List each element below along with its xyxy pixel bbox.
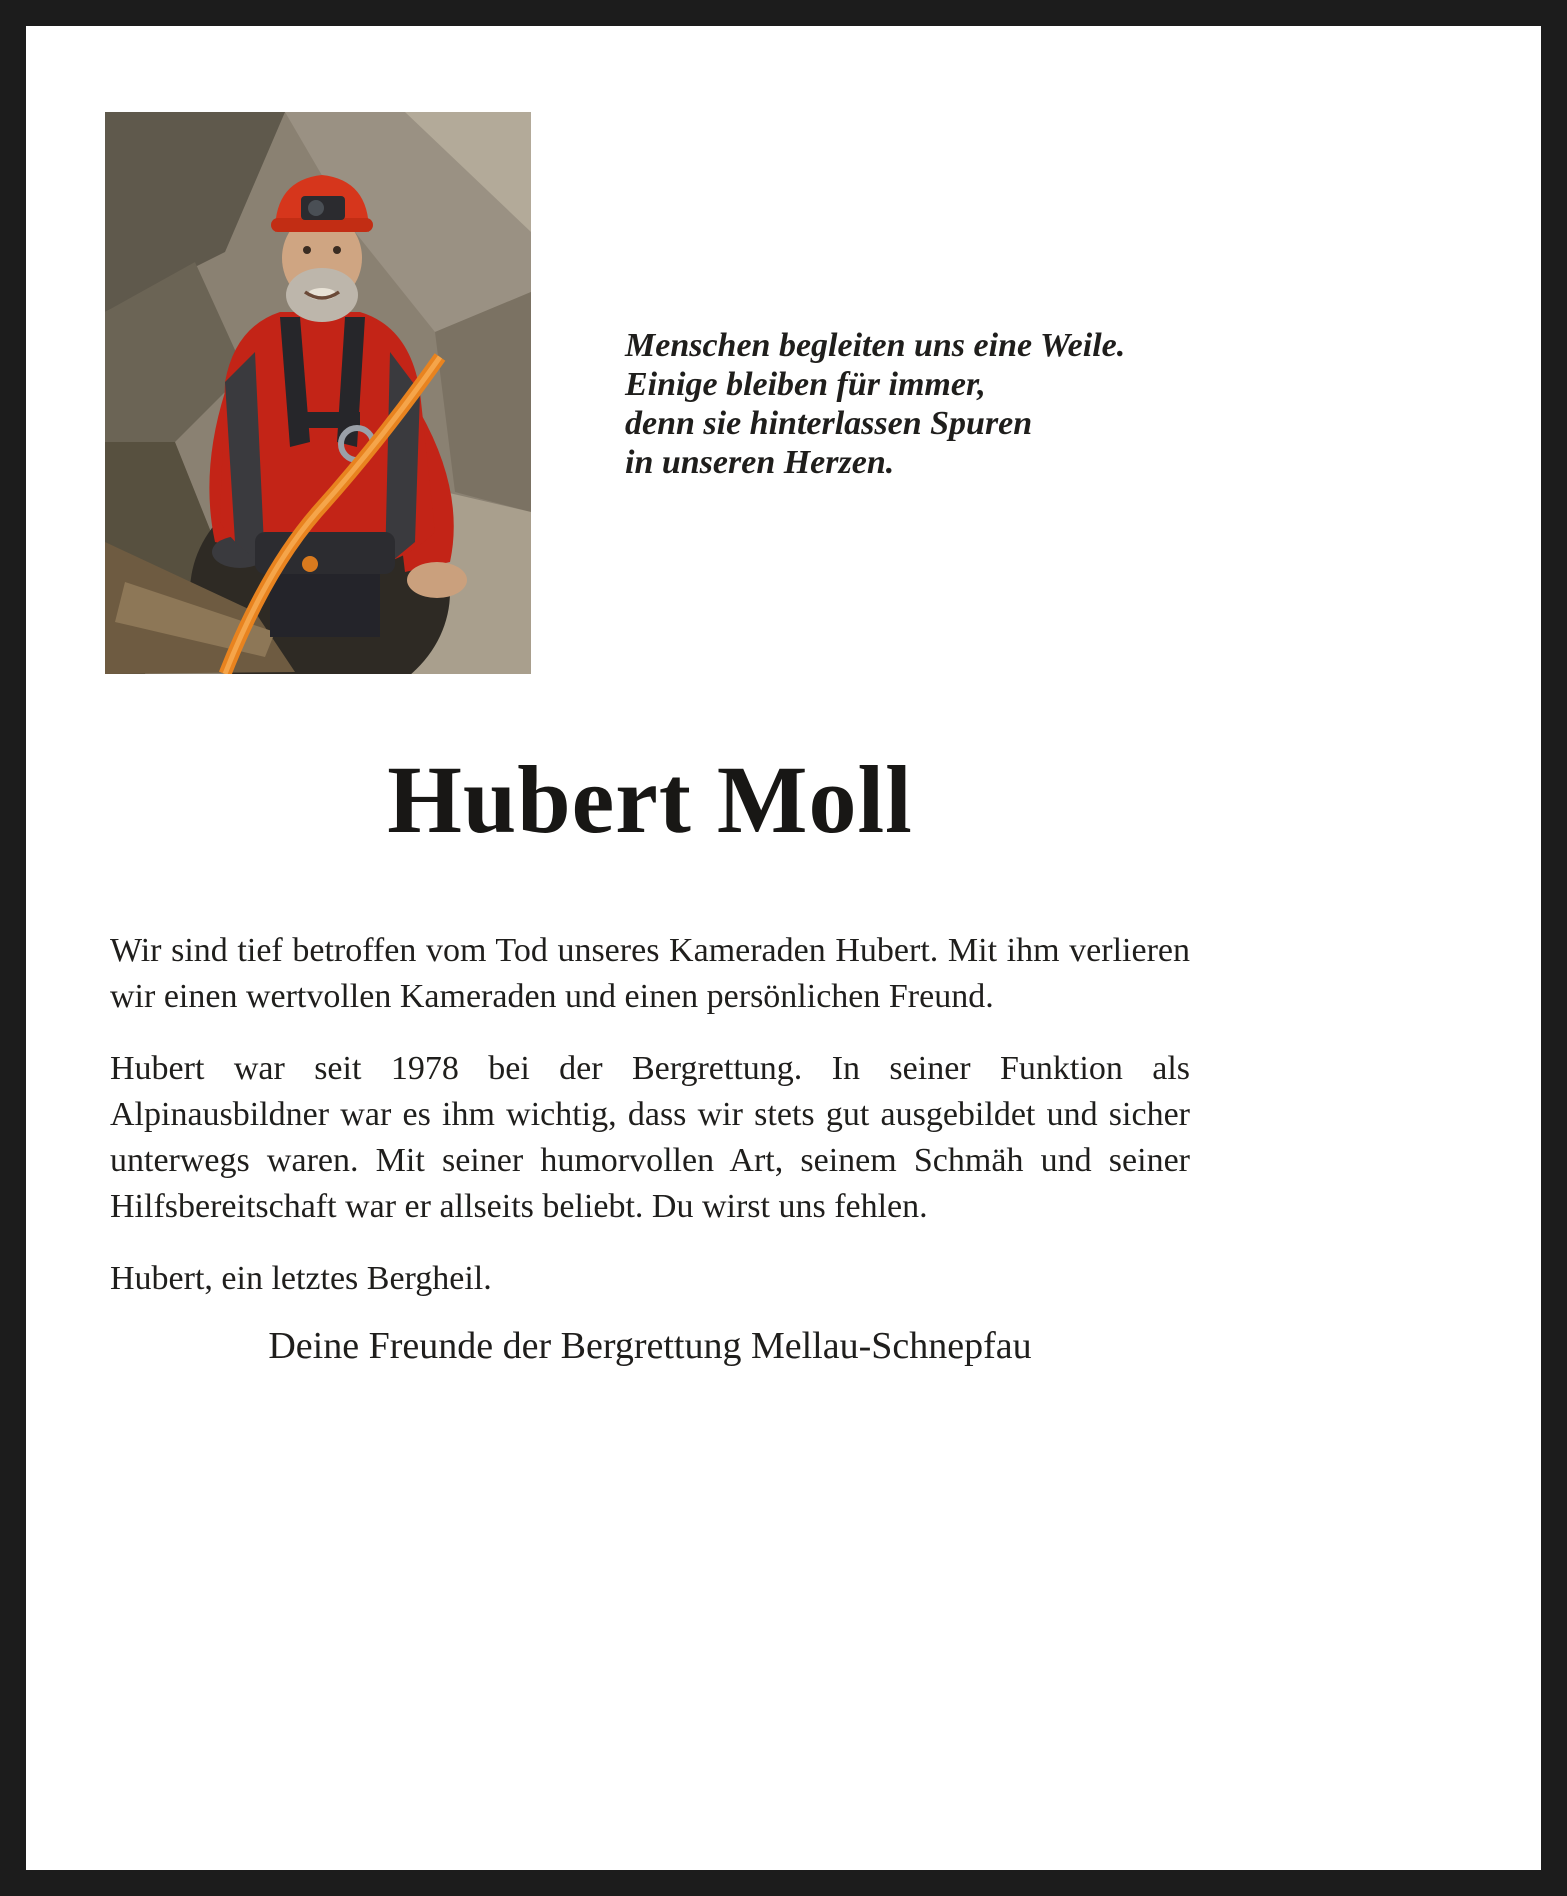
obituary-paragraph: Hubert war seit 1978 bei der Bergrettung. In seiner Funktion als Alpinausbildner war es ihm wichtig, dass wir stets gut ausgebildet und sicher unterwegs waren. Mit seiner humorvollen Art, seinem Schmäh und seiner Hilfsbereitschaft war er allseits beliebt. Du wirst uns fehlen.: [110, 1050, 1190, 1225]
quote-line: Menschen begleiten uns eine Weile.: [625, 327, 1126, 364]
portrait-climber-photo: [105, 112, 531, 674]
signature-line: Deine Freunde der Bergrettung Mellau-Schnepfau: [268, 1325, 1032, 1367]
obituary-body: [110, 928, 1190, 1328]
quote-line: Einige bleiben für immer,: [625, 366, 986, 403]
portrait-photo-illustration: [105, 112, 531, 674]
quote-line: in unseren Herzen.: [625, 444, 895, 481]
memorial-quote: [625, 326, 1125, 482]
deceased-name-title: Hubert Moll: [387, 746, 913, 853]
obituary-paragraph: Wir sind tief betroffen vom Tod unseres Kameraden Hubert. Mit ihm verlieren wir einen wertvollen Kameraden und einen persönlichen Freund.: [110, 932, 1190, 1015]
quote-line: denn sie hinterlassen Spuren: [625, 405, 1033, 442]
closing-line: Hubert, ein letztes Bergheil.: [110, 1260, 492, 1297]
